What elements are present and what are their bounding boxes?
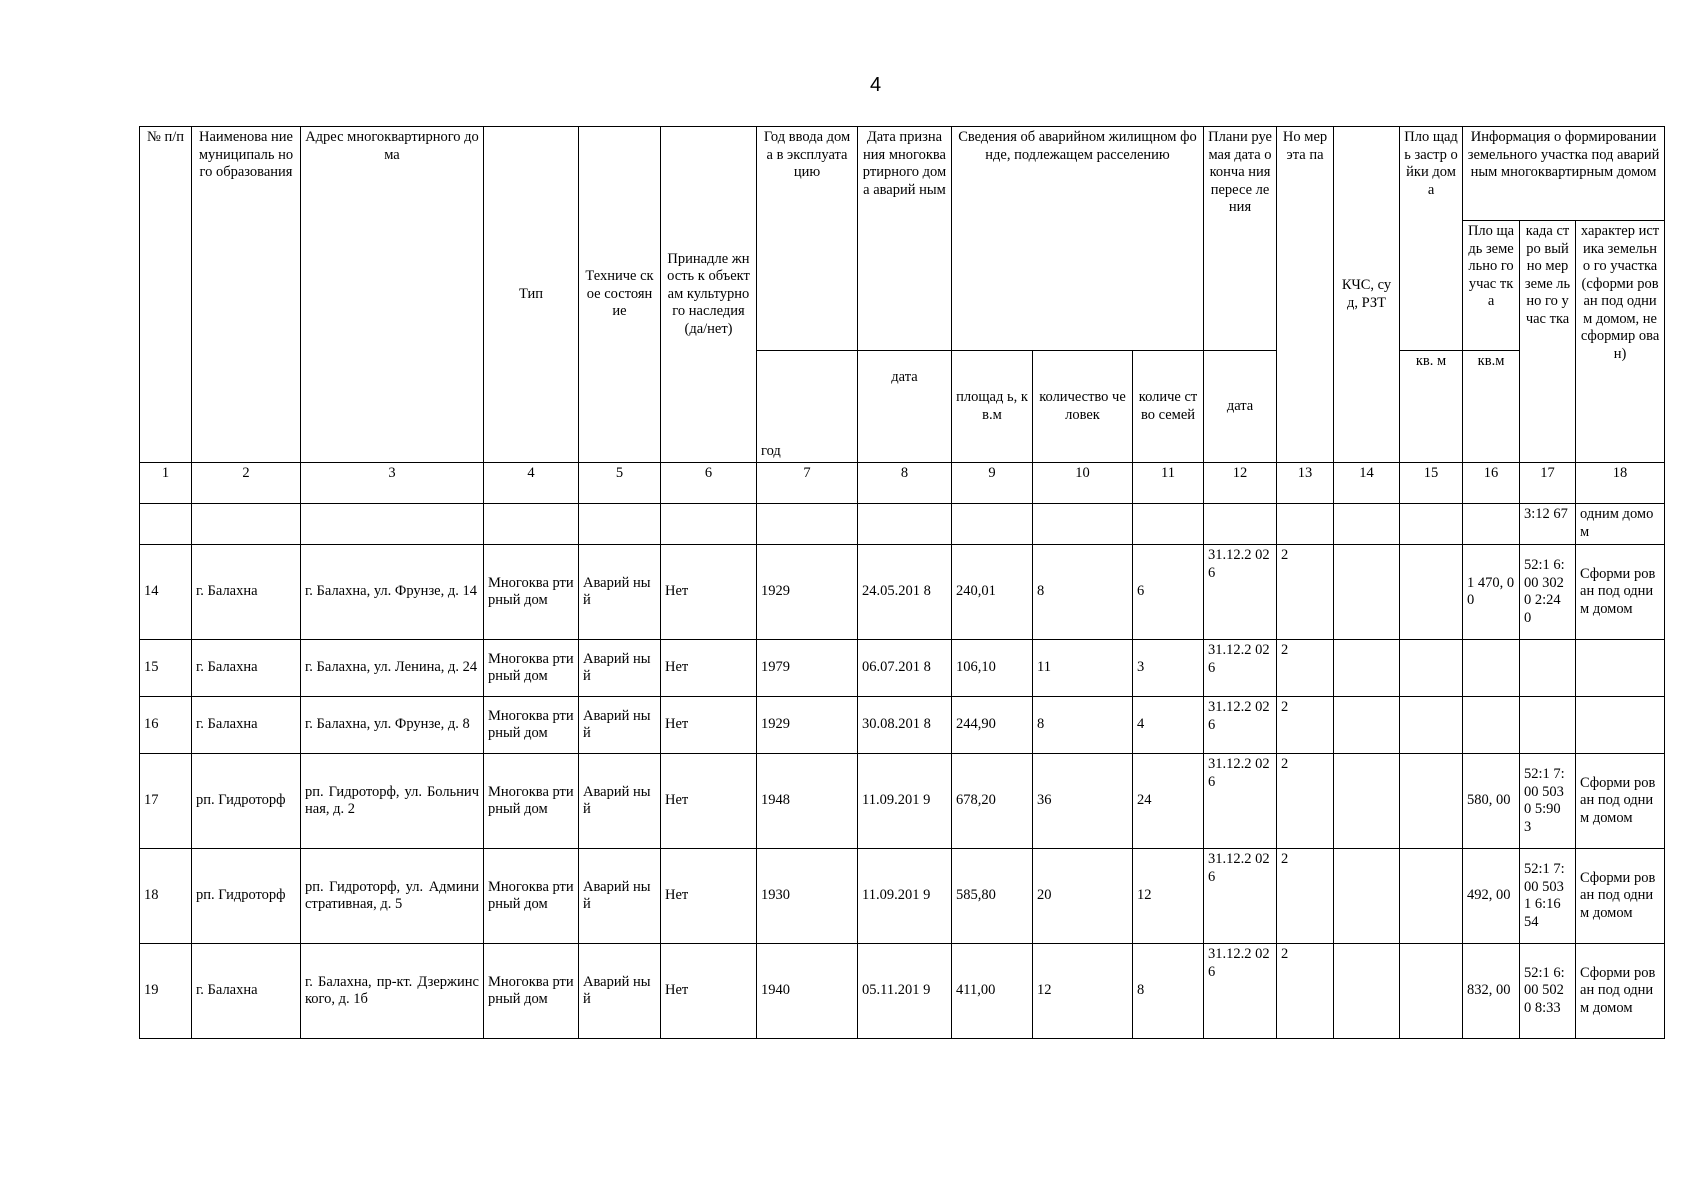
cell-cadastral [1520,697,1576,754]
column-number: 9 [952,463,1033,504]
cell-land-char: Сформи рован под одним домом [1576,849,1665,944]
cell-built-area [1400,849,1463,944]
cell-tech-state: Аварий ный [579,545,661,640]
unit-date: дата [858,351,952,463]
cell-type: Многоква ртирный дом [484,944,579,1039]
cell-planned-date: 31.12.2 026 [1204,697,1277,754]
cell-planned-date: 31.12.2 026 [1204,849,1277,944]
cell-commission-year: 1948 [757,754,858,849]
cell-cadastral: 52:1 6:00 3020 2:24 0 [1520,545,1576,640]
cell-heritage: Нет [661,640,757,697]
cell-cadastral: 52:1 6:00 5020 8:33 [1520,944,1576,1039]
column-number: 7 [757,463,858,504]
col-header-commission-year: Год ввода дома в эксплуата цию [757,127,858,351]
cell-stage: 2 [1277,849,1334,944]
col-header-kchs: КЧС, суд, РЗТ [1334,127,1400,463]
column-number: 1 [140,463,192,504]
cell-kchs [1334,944,1400,1039]
cell-row-number: 15 [140,640,192,697]
cell-planned-date: 31.12.2 026 [1204,754,1277,849]
column-number: 3 [301,463,484,504]
cell-stage: 2 [1277,697,1334,754]
cell-row-number: 17 [140,754,192,849]
cell-heritage: Нет [661,754,757,849]
cell-recognition-date: 05.11.201 9 [858,944,952,1039]
cell-row-number: 14 [140,545,192,640]
cell-tech-state: Аварий ный [579,754,661,849]
cell-cadastral: 52:1 7:00 5031 6:16 54 [1520,849,1576,944]
cell-built-area [1400,944,1463,1039]
column-number: 14 [1334,463,1400,504]
column-number: 2 [192,463,301,504]
cell-land-area: 832, 00 [1463,944,1520,1039]
cell-people: 8 [1033,545,1133,640]
cell-stage: 2 [1277,944,1334,1039]
column-number: 13 [1277,463,1334,504]
col-header-tech-state: Техниче ское состоян ие [579,127,661,463]
cell-recognition-date: 30.08.201 8 [858,697,952,754]
cell-recognition-date: 06.07.201 8 [858,640,952,697]
emergency-housing-table [139,126,1665,1039]
cell-tech-state: Аварий ный [579,849,661,944]
cell-area: 244,90 [952,697,1033,754]
cell-commission-year: 1929 [757,545,858,640]
col-header-stage: Но мер эта па [1277,127,1334,463]
cell-families: 3 [1133,640,1204,697]
column-number: 11 [1133,463,1204,504]
table-row [140,640,1665,697]
column-number: 15 [1400,463,1463,504]
unit-people: количество человек [1033,351,1133,463]
unit-plan-date: дата [1204,351,1277,463]
cell-land-char [1576,640,1665,697]
cell-recognition-date: 11.09.201 9 [858,754,952,849]
cell-land-area: 580, 00 [1463,754,1520,849]
cell-municipality: г. Балахна [192,640,301,697]
cell-heritage: Нет [661,944,757,1039]
cell-people: 11 [1033,640,1133,697]
cell-area: 411,00 [952,944,1033,1039]
cell-built-area [1400,545,1463,640]
cell-row-number: 19 [140,944,192,1039]
cell-area: 106,10 [952,640,1033,697]
cell-address: г. Балахна, пр-кт. Дзержинского, д. 1б [301,944,484,1039]
column-number-row [140,463,1665,504]
cell-kchs [1334,640,1400,697]
cell-municipality: г. Балахна [192,545,301,640]
continuation-row [140,504,1665,545]
cell-kchs [1334,849,1400,944]
column-number: 5 [579,463,661,504]
cell-families: 6 [1133,545,1204,640]
cell-area: 585,80 [952,849,1033,944]
column-number: 16 [1463,463,1520,504]
cell-tech-state: Аварий ный [579,640,661,697]
cell-people: 36 [1033,754,1133,849]
cell-address: рп. Гидроторф, ул. Административная, д. 5 [301,849,484,944]
cell-people: 8 [1033,697,1133,754]
column-number: 12 [1204,463,1277,504]
cell-land-area [1463,697,1520,754]
cell-type: Многоква ртирный дом [484,640,579,697]
page-number: 4 [869,74,882,96]
col-header-cadastral: када стро вый но мер земе льно го учас тка [1520,221,1576,463]
col-header-built-area: Пло щадь застр ойки дома [1400,127,1463,351]
cell-tech-state: Аварий ный [579,697,661,754]
column-number: 17 [1520,463,1576,504]
col-header-num: № п/п [140,127,192,463]
cell-land-char: Сформи рован под одним домом [1576,944,1665,1039]
cell-planned-date: 31.12.2 026 [1204,640,1277,697]
unit-year: год [757,351,858,463]
col-header-emergency-fund: Сведения об аварийном жилищном фонде, подлежащем расселению [952,127,1204,351]
cell-kchs [1334,545,1400,640]
cell-municipality: рп. Гидроторф [192,754,301,849]
cell-families: 4 [1133,697,1204,754]
cell-municipality: рп. Гидроторф [192,849,301,944]
cell-area: 240,01 [952,545,1033,640]
column-number: 10 [1033,463,1133,504]
col-header-heritage: Принадле жность к объектам культурно го наследия (да/нет) [661,127,757,463]
unit-families: количе ство семей [1133,351,1204,463]
cell-planned-date: 31.12.2 026 [1204,944,1277,1039]
cell-planned-date: 31.12.2 026 [1204,545,1277,640]
cell-commission-year: 1929 [757,697,858,754]
cell-cadastral: 3:12 67 [1520,504,1576,545]
cell-commission-year: 1940 [757,944,858,1039]
cell-stage: 2 [1277,545,1334,640]
cell-row-number: 16 [140,697,192,754]
cell-kchs [1334,697,1400,754]
col-header-address: Адрес многоквартирного дома [301,127,484,463]
cell-people: 12 [1033,944,1133,1039]
table-row [140,754,1665,849]
column-number: 18 [1576,463,1665,504]
cell-kchs [1334,754,1400,849]
cell-families: 12 [1133,849,1204,944]
col-header-type: Тип [484,127,579,463]
cell-address: рп. Гидроторф, ул. Больничная, д. 2 [301,754,484,849]
cell-type: Многоква ртирный дом [484,754,579,849]
cell-land-area: 1 470, 00 [1463,545,1520,640]
cell-municipality: г. Балахна [192,944,301,1039]
cell-land-char [1576,697,1665,754]
table-row [140,545,1665,640]
cell-land-char: одним домом [1576,504,1665,545]
col-header-municipality: Наименова ние муниципаль ного образования [192,127,301,463]
cell-land-char: Сформи рован под одним домом [1576,754,1665,849]
cell-land-area: 492, 00 [1463,849,1520,944]
unit-area: площад ь, кв.м [952,351,1033,463]
cell-land-char: Сформи рован под одним домом [1576,545,1665,640]
col-header-planned-date: Плани руемая дата оконча ния пересе ления [1204,127,1277,351]
cell-address: г. Балахна, ул. Фрунзе, д. 14 [301,545,484,640]
table-row [140,944,1665,1039]
cell-heritage: Нет [661,697,757,754]
cell-stage: 2 [1277,640,1334,697]
cell-built-area [1400,754,1463,849]
cell-type: Многоква ртирный дом [484,697,579,754]
cell-cadastral [1520,640,1576,697]
column-number: 6 [661,463,757,504]
cell-recognition-date: 24.05.201 8 [858,545,952,640]
cell-heritage: Нет [661,545,757,640]
cell-families: 24 [1133,754,1204,849]
cell-heritage: Нет [661,849,757,944]
col-header-land-char: характер истика земельно го участка (сформи рован под одним домом, не сформир ован) [1576,221,1665,463]
cell-recognition-date: 11.09.201 9 [858,849,952,944]
cell-stage: 2 [1277,754,1334,849]
col-header-land-area: Пло щадь земе льно го учас тка [1463,221,1520,351]
table-row [140,849,1665,944]
cell-people: 20 [1033,849,1133,944]
cell-families: 8 [1133,944,1204,1039]
col-header-recognition-date: Дата призна ния многоква ртирного дома аварий ным [858,127,952,351]
cell-municipality: г. Балахна [192,697,301,754]
cell-row-number: 18 [140,849,192,944]
cell-commission-year: 1930 [757,849,858,944]
unit-land-area: кв.м [1463,351,1520,463]
column-number: 8 [858,463,952,504]
column-number: 4 [484,463,579,504]
cell-address: г. Балахна, ул. Ленина, д. 24 [301,640,484,697]
col-header-land-info: Информация о формировании земельного участка под аварийным многоквартирным домом [1463,127,1665,221]
cell-type: Многоква ртирный дом [484,545,579,640]
cell-type: Многоква ртирный дом [484,849,579,944]
cell-built-area [1400,697,1463,754]
unit-built-area: кв. м [1400,351,1463,463]
cell-land-area [1463,640,1520,697]
cell-commission-year: 1979 [757,640,858,697]
cell-built-area [1400,640,1463,697]
cell-tech-state: Аварий ный [579,944,661,1039]
table-row [140,697,1665,754]
cell-cadastral: 52:1 7:00 5030 5:90 3 [1520,754,1576,849]
cell-address: г. Балахна, ул. Фрунзе, д. 8 [301,697,484,754]
cell-area: 678,20 [952,754,1033,849]
